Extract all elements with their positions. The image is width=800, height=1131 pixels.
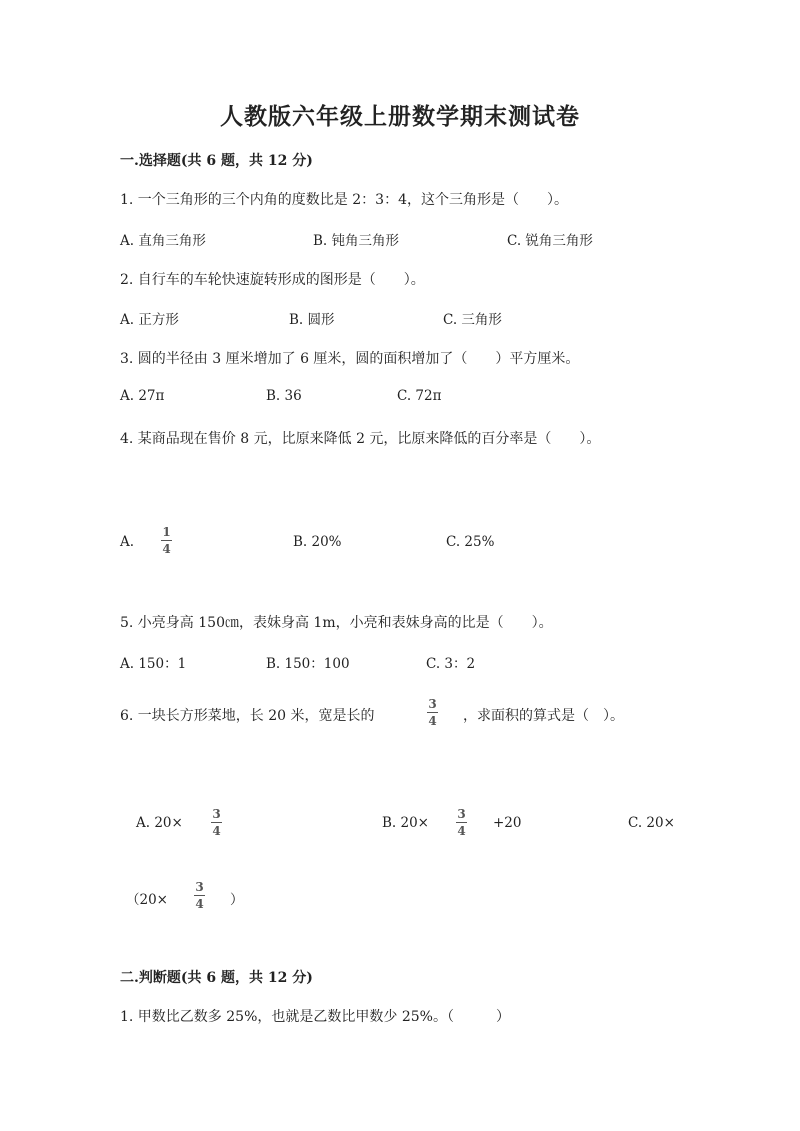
option-5a: A. 150：1 — [120, 656, 187, 672]
fraction-bar — [194, 895, 205, 896]
fraction-6a — [211, 808, 222, 838]
fraction-numerator: 3 — [457, 807, 466, 821]
section-heading-judgment: 二.判断题(共 6 题，共 12 分) — [120, 970, 313, 986]
option-1b: B. 钝角三角形 — [313, 233, 400, 249]
option-5b: B. 150：100 — [266, 656, 350, 672]
fraction-numerator: 3 — [212, 807, 221, 821]
option-4b: B. 20% — [293, 534, 342, 550]
fraction-6c — [194, 881, 205, 911]
option-6c-close: ） — [230, 892, 244, 908]
option-3a: A. 27π — [120, 388, 165, 404]
question-stem-6-part2: ，求面积的算式是（ ）。 — [463, 708, 624, 724]
option-6b: B. 20× — [382, 815, 429, 831]
option-6b-suffix: +20 — [493, 815, 522, 831]
judgment-stem-1: 1. 甲数比乙数多 25%，也就是乙数比甲数少 25%。（ ） — [120, 1009, 510, 1025]
section-heading-choice: 一.选择题(共 6 题，共 12 分) — [120, 153, 313, 169]
fraction-4a — [161, 526, 172, 556]
option-6c-continued: （20× — [126, 892, 168, 908]
option-4a: A. — [120, 534, 135, 550]
question-stem-1: 1. 一个三角形的三个内角的度数比是 2：3：4，这个三角形是（ ）。 — [120, 192, 568, 208]
option-3b: B. 36 — [266, 388, 302, 404]
option-2b: B. 圆形 — [289, 312, 335, 328]
fraction-denominator: 4 — [162, 542, 171, 556]
fraction-numerator: 3 — [428, 697, 437, 711]
option-3c: C. 72π — [397, 388, 442, 404]
option-2c: C. 三角形 — [443, 312, 502, 328]
option-1a: A. 直角三角形 — [120, 233, 206, 249]
option-1c: C. 锐角三角形 — [507, 233, 593, 249]
fraction-bar — [427, 712, 438, 713]
question-stem-4: 4. 某商品现在售价 8 元，比原来降低 2 元，比原来降低的百分率是（ ）。 — [120, 431, 601, 447]
option-4c: C. 25% — [446, 534, 495, 550]
fraction-numerator: 3 — [195, 880, 204, 894]
question-stem-3: 3. 圆的半径由 3 厘米增加了 6 厘米，圆的面积增加了（ ）平方厘米。 — [120, 351, 580, 367]
fraction-denominator: 4 — [212, 824, 221, 838]
fraction-6b — [456, 808, 467, 838]
fraction-denominator: 4 — [195, 897, 204, 911]
question-stem-2: 2. 自行车的车轮快速旋转形成的图形是（ ）。 — [120, 272, 425, 288]
fraction-denominator: 4 — [428, 714, 437, 728]
fraction-bar — [161, 540, 172, 541]
question-stem-6-part1: 6. 一块长方形菜地，长 20 米，宽是长的 — [120, 708, 375, 724]
fraction-numerator: 1 — [162, 525, 171, 539]
fraction-bar — [456, 822, 467, 823]
page-title: 人教版六年级上册数学期末测试卷 — [220, 103, 580, 130]
option-6a: A. 20× — [136, 815, 183, 831]
fraction-q6-stem — [427, 698, 438, 728]
option-6c: C. 20× — [628, 815, 675, 831]
fraction-denominator: 4 — [457, 824, 466, 838]
fraction-bar — [211, 822, 222, 823]
option-5c: C. 3：2 — [426, 656, 476, 672]
question-stem-5: 5. 小亮身高 150㎝，表妹身高 1m，小亮和表妹身高的比是（ ）。 — [120, 615, 553, 631]
option-2a: A. 正方形 — [120, 312, 179, 328]
